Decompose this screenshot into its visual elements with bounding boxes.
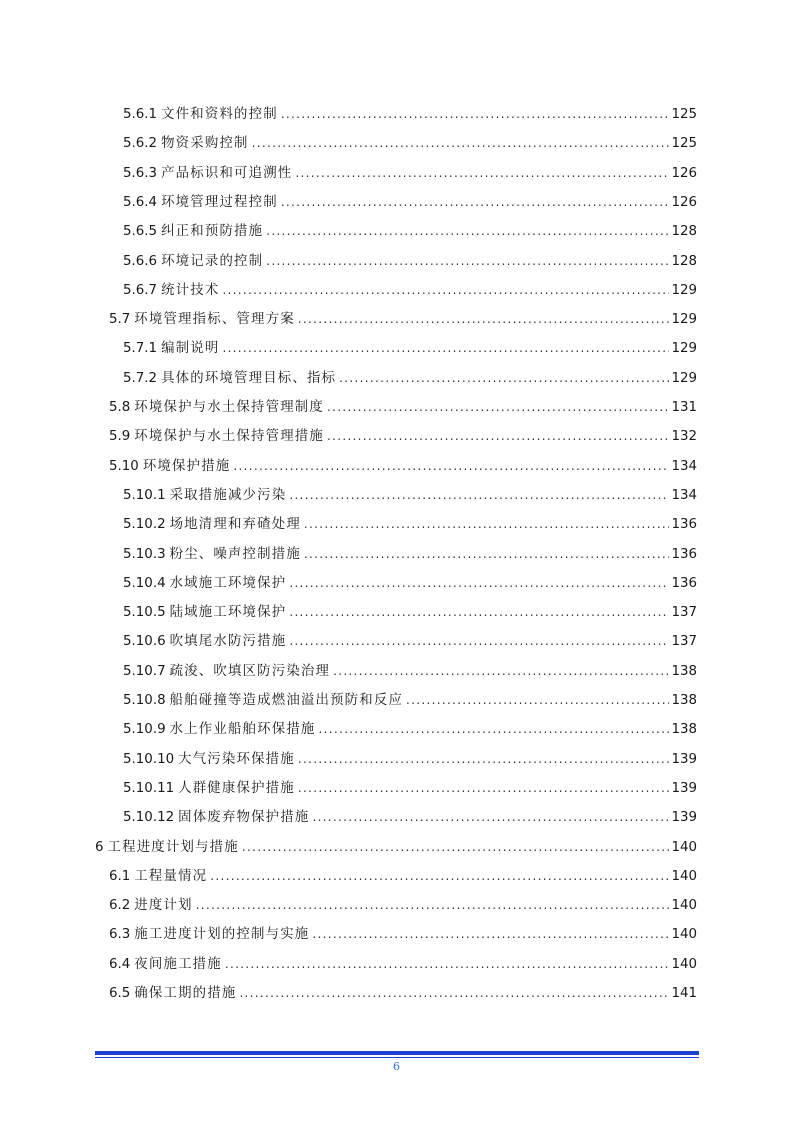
toc-entry-title: 环境管理过程控制 bbox=[161, 194, 278, 210]
toc-entry-number: 6.4 bbox=[109, 956, 131, 972]
toc-entry-number: 5.7.1 bbox=[123, 341, 158, 357]
toc-entry-number: 5.6.1 bbox=[123, 107, 158, 122]
toc-entry-number: 5.10.4 bbox=[123, 575, 166, 591]
toc-entry-page: 136 bbox=[671, 517, 697, 533]
toc-entry-title: 场地清理和弃碴处理 bbox=[169, 517, 301, 533]
toc-entry-number: 5.10.1 bbox=[123, 487, 166, 503]
toc-entry-title: 进度计划 bbox=[134, 898, 193, 914]
toc-entry-page: 131 bbox=[671, 400, 697, 415]
toc-entry[interactable] bbox=[123, 164, 697, 182]
toc-entry-number: 5.6.5 bbox=[123, 224, 158, 240]
toc-dot-leader bbox=[298, 750, 670, 768]
toc-entry-page: 129 bbox=[671, 341, 697, 357]
toc-entry[interactable] bbox=[109, 955, 697, 973]
toc-entry[interactable] bbox=[123, 808, 697, 826]
toc-entry-number: 5.7 bbox=[109, 312, 131, 328]
toc-entry-number: 5.6.4 bbox=[123, 194, 158, 210]
toc-entry-page: 140 bbox=[671, 927, 697, 943]
toc-entry-number: 5.10.7 bbox=[123, 663, 166, 679]
toc-dot-leader bbox=[225, 955, 670, 973]
toc-entry[interactable] bbox=[123, 193, 697, 211]
toc-entry-page: 129 bbox=[671, 312, 697, 328]
toc-entry-number: 5.10.5 bbox=[123, 605, 166, 621]
toc-entry[interactable] bbox=[123, 750, 697, 768]
toc-entry[interactable] bbox=[109, 398, 697, 416]
toc-entry-page: 125 bbox=[671, 107, 697, 122]
toc-dot-leader bbox=[295, 164, 669, 182]
toc-dot-leader bbox=[196, 896, 670, 914]
toc-entry-number: 5.6.2 bbox=[123, 136, 158, 152]
toc-entry[interactable] bbox=[123, 691, 697, 709]
toc-entry-number: 6.5 bbox=[109, 986, 131, 1001]
toc-dot-leader bbox=[289, 603, 669, 621]
toc-entry-title: 施工进度计划的控制与实施 bbox=[134, 927, 310, 943]
toc-entry[interactable] bbox=[109, 457, 697, 475]
toc-dot-leader bbox=[289, 574, 669, 592]
toc-entry-page: 129 bbox=[671, 370, 697, 386]
toc-entry-number: 5.6.7 bbox=[123, 282, 158, 298]
toc-dot-leader bbox=[312, 808, 669, 826]
toc-entry-page: 132 bbox=[671, 429, 697, 445]
toc-entry-title: 物资采购控制 bbox=[161, 136, 249, 152]
toc-entry[interactable] bbox=[109, 867, 697, 885]
toc-entry-number: 5.10.6 bbox=[123, 634, 166, 650]
toc-entry-number: 5.6.6 bbox=[123, 253, 158, 269]
toc-entry-number: 5.10.10 bbox=[123, 751, 175, 767]
toc-dot-leader bbox=[281, 105, 670, 123]
toc-dot-leader bbox=[298, 310, 670, 328]
toc-entry[interactable] bbox=[123, 134, 697, 152]
toc-entry-page: 139 bbox=[671, 751, 697, 767]
toc-entry-number: 6 bbox=[95, 839, 104, 855]
toc-entry[interactable] bbox=[123, 779, 697, 797]
toc-entry-title: 人群健康保护措施 bbox=[178, 780, 295, 796]
toc-entry-page: 125 bbox=[671, 136, 697, 152]
toc-entry-title: 船舶碰撞等造成燃油溢出预防和反应 bbox=[169, 693, 404, 708]
toc-entry-number: 5.10.8 bbox=[123, 693, 166, 708]
page-number: 6 bbox=[393, 1060, 400, 1073]
toc-entry[interactable] bbox=[123, 632, 697, 650]
toc-entry-title: 环境保护与水土保持管理制度 bbox=[134, 400, 324, 415]
toc-dot-leader bbox=[266, 252, 669, 270]
toc-entry-page: 129 bbox=[671, 282, 697, 298]
toc-entry-page: 140 bbox=[671, 839, 697, 855]
toc-entry-page: 139 bbox=[671, 780, 697, 796]
toc-dot-leader bbox=[252, 134, 670, 152]
toc-dot-leader bbox=[339, 369, 669, 387]
toc-entry-number: 5.10.3 bbox=[123, 546, 166, 562]
toc-dot-leader bbox=[304, 545, 670, 563]
toc-entry-title: 纠正和预防措施 bbox=[161, 224, 264, 240]
toc-entry-page: 136 bbox=[671, 546, 697, 562]
toc-entry-title: 统计技术 bbox=[161, 282, 220, 298]
toc-entry-page: 141 bbox=[671, 986, 697, 1001]
toc-entry-title: 夜间施工措施 bbox=[134, 956, 222, 972]
toc-dot-leader bbox=[319, 720, 670, 738]
toc-entry-number: 5.10.9 bbox=[123, 722, 166, 738]
toc-dot-leader bbox=[289, 632, 669, 650]
toc-entry-title: 文件和资料的控制 bbox=[161, 107, 278, 122]
toc-entry-page: 139 bbox=[671, 810, 697, 826]
toc-entry-title: 水域施工环境保护 bbox=[169, 575, 287, 591]
toc-dot-leader bbox=[281, 193, 670, 211]
toc-entry-page: 128 bbox=[671, 224, 697, 240]
toc-dot-leader bbox=[266, 222, 669, 240]
toc-entry-page: 138 bbox=[671, 693, 697, 708]
toc-dot-leader bbox=[233, 457, 669, 475]
toc-entry-title: 固体废弃物保护措施 bbox=[178, 810, 310, 826]
toc-entry-page: 140 bbox=[671, 956, 697, 972]
toc-entry-number: 5.10.2 bbox=[123, 517, 166, 533]
toc-entry[interactable] bbox=[123, 662, 697, 680]
footer-rule-thin bbox=[95, 1057, 699, 1058]
toc-dot-leader bbox=[239, 984, 669, 1002]
toc-entry-number: 6.2 bbox=[109, 898, 131, 914]
toc-entry[interactable] bbox=[123, 339, 697, 357]
toc-entry-title: 环境记录的控制 bbox=[161, 253, 264, 269]
toc-entry[interactable] bbox=[123, 105, 697, 123]
toc-entry-page: 128 bbox=[671, 253, 697, 269]
toc-entry-page: 140 bbox=[671, 898, 697, 914]
toc-entry-page: 140 bbox=[671, 868, 697, 884]
toc-entry-number: 6.3 bbox=[109, 927, 131, 943]
toc-entry[interactable] bbox=[123, 486, 697, 504]
toc-dot-leader bbox=[327, 427, 669, 445]
toc-dot-leader bbox=[222, 339, 669, 357]
toc-entry-title: 产品标识和可追溯性 bbox=[161, 165, 293, 181]
toc-entry[interactable] bbox=[109, 310, 697, 328]
toc-dot-leader bbox=[222, 281, 669, 299]
toc-entry-number: 5.10 bbox=[109, 458, 139, 474]
toc-dot-leader bbox=[210, 867, 669, 885]
toc-entry-page: 126 bbox=[671, 194, 697, 210]
toc-entry-page: 138 bbox=[671, 722, 697, 738]
toc-entry-number: 6.1 bbox=[109, 868, 131, 884]
toc-entry-number: 5.8 bbox=[109, 400, 131, 415]
toc-entry-title: 环境保护与水土保持管理措施 bbox=[134, 429, 324, 445]
toc-entry-title: 工程进度计划与措施 bbox=[107, 839, 239, 855]
toc-entry[interactable] bbox=[109, 896, 697, 914]
toc-entry-title: 具体的环境管理目标、指标 bbox=[161, 370, 337, 386]
toc-entry-number: 5.9 bbox=[109, 429, 131, 445]
toc-entry-number: 5.10.12 bbox=[123, 810, 175, 826]
toc-dot-leader bbox=[333, 662, 669, 680]
toc-dot-leader bbox=[289, 486, 669, 504]
footer-rule-thick bbox=[95, 1051, 699, 1055]
toc-dot-leader bbox=[242, 838, 670, 856]
toc-dot-leader bbox=[406, 691, 669, 709]
toc-entry[interactable] bbox=[109, 427, 697, 445]
toc-dot-leader bbox=[298, 779, 670, 797]
toc-entry[interactable] bbox=[123, 603, 697, 621]
toc-entry[interactable] bbox=[123, 720, 697, 738]
toc-dot-leader bbox=[312, 925, 669, 943]
toc-entry[interactable] bbox=[123, 222, 697, 240]
toc-entry-title: 粉尘、噪声控制措施 bbox=[169, 546, 301, 562]
toc-entry-title: 环境管理指标、管理方案 bbox=[134, 312, 295, 328]
toc-entry[interactable] bbox=[123, 281, 697, 299]
toc-entry-page: 137 bbox=[671, 605, 697, 621]
toc-entry-number: 5.7.2 bbox=[123, 370, 158, 386]
toc-entry[interactable] bbox=[123, 369, 697, 387]
toc-entry[interactable] bbox=[123, 252, 697, 270]
toc-entry[interactable] bbox=[123, 515, 697, 533]
toc-entry[interactable] bbox=[95, 838, 697, 856]
toc-entry-title: 工程量情况 bbox=[134, 868, 208, 884]
toc-entry-page: 138 bbox=[671, 663, 697, 679]
toc-entry-title: 水上作业船舶环保措施 bbox=[169, 722, 316, 738]
toc-entry-number: 5.6.3 bbox=[123, 165, 158, 181]
toc-entry[interactable] bbox=[123, 574, 697, 592]
toc-entry-title: 大气污染环保措施 bbox=[178, 751, 295, 767]
toc-entry[interactable] bbox=[123, 545, 697, 563]
toc-entry-page: 134 bbox=[671, 487, 697, 503]
toc-entry-title: 确保工期的措施 bbox=[134, 986, 237, 1001]
toc-entry-title: 疏浚、吹填区防污染治理 bbox=[169, 663, 331, 679]
toc-entry-number: 5.10.11 bbox=[123, 780, 175, 796]
toc-dot-leader bbox=[304, 515, 670, 533]
toc-entry-title: 采取措施减少污染 bbox=[169, 487, 287, 503]
toc-entry[interactable] bbox=[109, 984, 697, 1002]
toc-entry-page: 126 bbox=[671, 165, 697, 181]
toc-entry-page: 134 bbox=[671, 458, 697, 474]
toc-entry-title: 环境保护措施 bbox=[142, 458, 231, 474]
toc-entry-title: 编制说明 bbox=[161, 341, 220, 357]
toc-dot-leader bbox=[327, 398, 669, 416]
toc-entry[interactable] bbox=[109, 925, 697, 943]
toc-entry-title: 吹填尾水防污措施 bbox=[169, 634, 287, 650]
toc-entry-page: 137 bbox=[671, 634, 697, 650]
toc-entry-page: 136 bbox=[671, 575, 697, 591]
toc-entry-title: 陆域施工环境保护 bbox=[169, 605, 287, 621]
